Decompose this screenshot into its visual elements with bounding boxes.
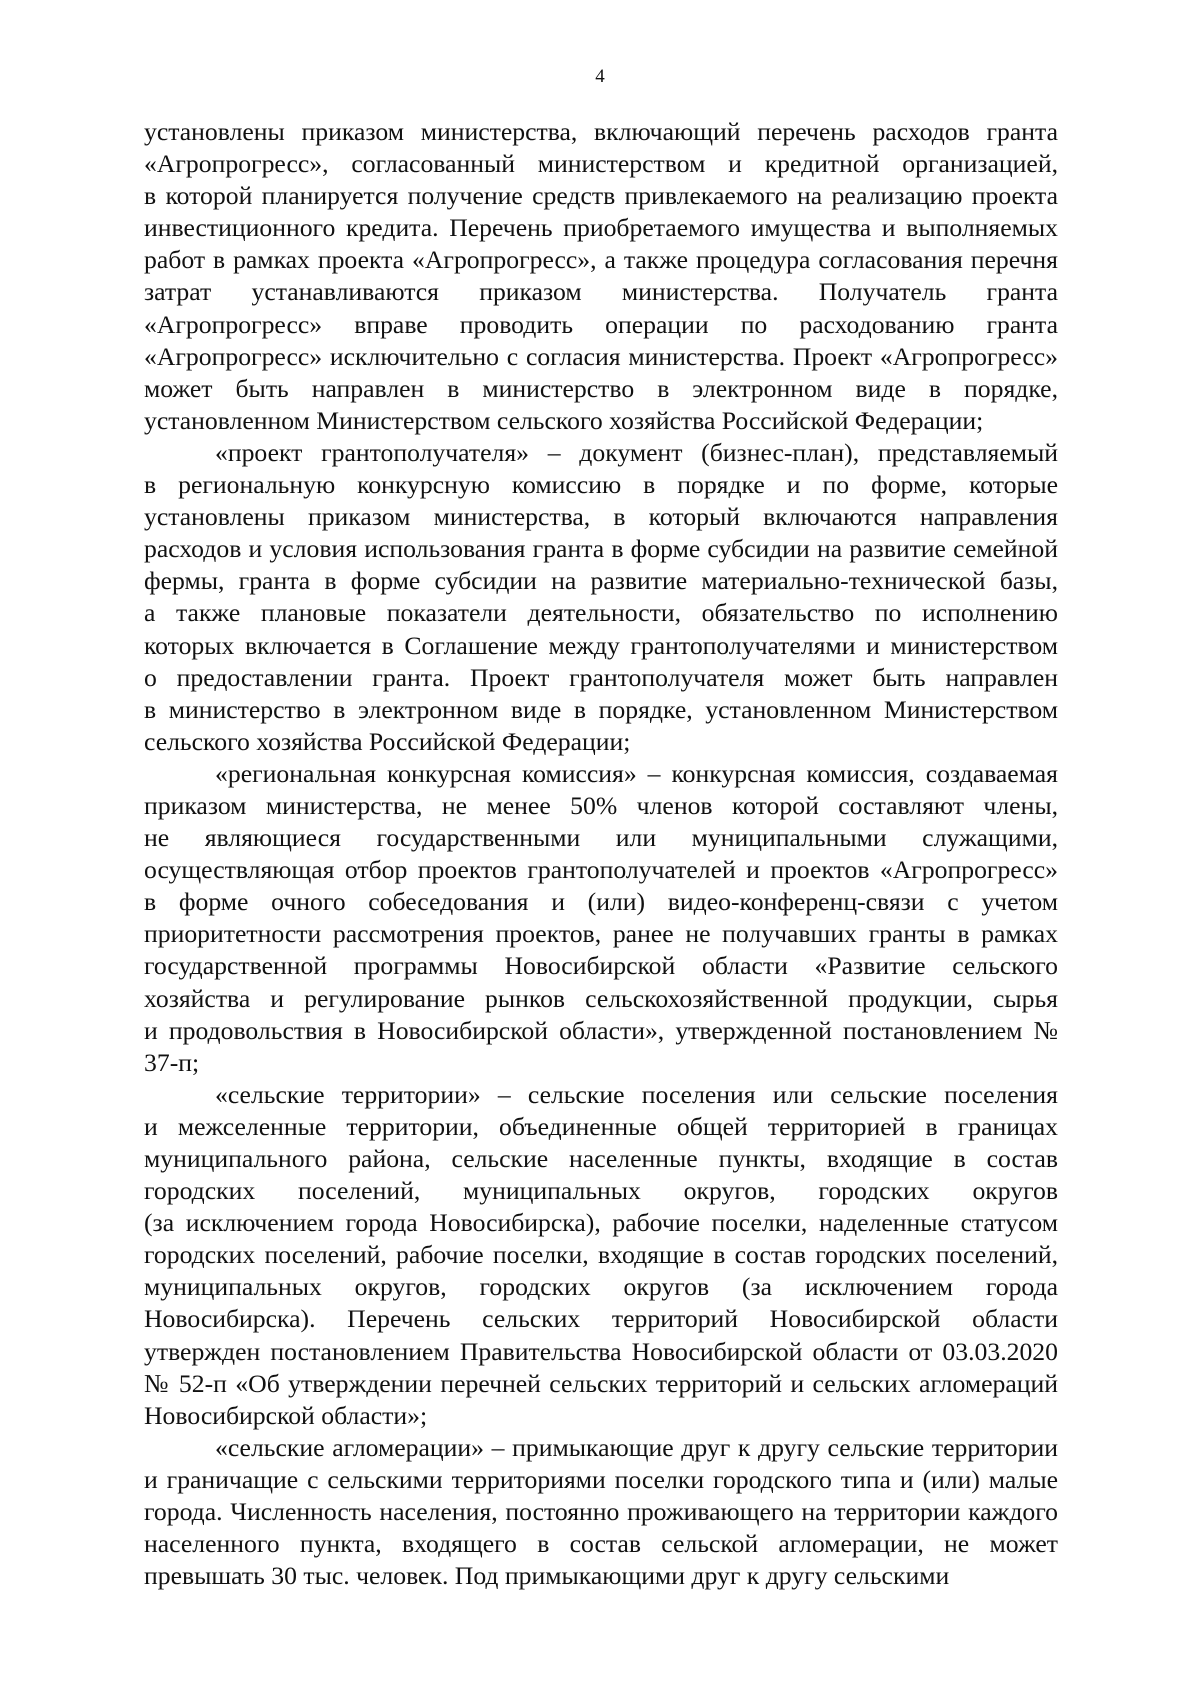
text-line: «проект грантополучателя» – документ (бизнес-план), представляемый: [215, 437, 1058, 467]
text-line: превышать 30 тыс. человек. Под примыкающими друг к другу сельскими: [144, 1561, 950, 1591]
text-line: осуществляющая отбор проектов грантополучателей и проектов «Агропрогресс»: [144, 855, 1058, 885]
text-line: в региональную конкурсную комиссию в порядке и по форме, которые: [144, 470, 1058, 500]
text-line: установлены приказом министерства, включающий перечень расходов гранта: [144, 117, 1058, 146]
text-line: города. Численность населения, постоянно проживающего на территории каждого: [144, 1497, 1058, 1527]
text-line: «Агропрогресс» исключительно с согласия министерства. Проект «Агропрогресс»: [144, 341, 1058, 371]
text-line: муниципального района, сельские населенные пункты, входящие в состав: [144, 1144, 1058, 1173]
text-line: работ в рамках проекта «Агропрогресс», а также процедура согласования перечня: [144, 245, 1058, 275]
text-line: «сельские агломерации» – примыкающие друг к другу сельские территории: [215, 1432, 1058, 1462]
text-line: приоритетности рассмотрения проектов, ранее не получавших гранты в рамках: [144, 919, 1058, 949]
text-line: Новосибирска). Перечень сельских территорий Новосибирской области: [144, 1304, 1058, 1334]
text-line: хозяйства и регулирование рынков сельскохозяйственной продукции, сырья: [144, 983, 1058, 1013]
text-line: а также плановые показатели деятельности, обязательство по исполнению: [144, 598, 1058, 628]
text-line: населенного пункта, входящего в состав сельской агломерации, не может: [144, 1529, 1058, 1559]
text-line: затрат устанавливаются приказом министерства. Получатель гранта: [144, 277, 1058, 307]
text-line: фермы, гранта в форме субсидии на развитие материально-технической базы,: [144, 566, 1058, 596]
text-line: городских поселений, рабочие поселки, входящие в состав городских поселений,: [144, 1240, 1058, 1270]
text-line: установлены приказом министерства, в который включаются направления: [144, 502, 1058, 532]
text-line: расходов и условия использования гранта в форме субсидии на развитие семейной: [144, 534, 1058, 564]
text-line: «сельские территории» – сельские поселения или сельские поселения: [215, 1079, 1058, 1109]
text-line: утвержден постановлением Правительства Новосибирской области от 03.03.2020: [144, 1336, 1058, 1366]
text-line: приказом министерства, не менее 50% членов которой составляют члены,: [144, 790, 1058, 820]
text-line: не являющиеся государственными или муниципальными служащими,: [144, 823, 1058, 853]
text-line: муниципальных округов, городских округов (за исключением города: [144, 1272, 1058, 1302]
text-line: № 52-п «Об утверждении перечней сельских территорий и сельских агломераций: [144, 1368, 1058, 1398]
text-line: может быть направлен в министерство в электронном виде в порядке,: [144, 373, 1058, 403]
text-line: Новосибирской области»;: [144, 1400, 428, 1430]
text-line: которых включается в Соглашение между грантополучателями и министерством: [144, 630, 1058, 660]
text-line: (за исключением города Новосибирска), рабочие поселки, наделенные статусом: [144, 1208, 1058, 1238]
document-body: [144, 116, 1058, 1592]
text-line: установленном Министерством сельского хозяйства Российской Федерации;: [144, 405, 984, 435]
text-line: сельского хозяйства Российской Федерации;: [144, 726, 631, 756]
text-line: о предоставлении гранта. Проект грантополучателя может быть направлен: [144, 662, 1058, 692]
text-line: в которой планируется получение средств привлекаемого на реализацию проекта: [144, 181, 1058, 211]
text-line: «Агропрогресс», согласованный министерством и кредитной организацией,: [144, 149, 1058, 179]
text-line: в министерство в электронном виде в порядке, установленном Министерством: [144, 694, 1058, 724]
text-line: «Агропрогресс» вправе проводить операции по расходованию гранта: [144, 309, 1058, 339]
text-line: и продовольствия в Новосибирской области», утвержденной постановлением № 37-п;: [144, 1015, 1058, 1077]
text-line: инвестиционного кредита. Перечень приобретаемого имущества и выполняемых: [144, 213, 1058, 243]
text-line: и межселенные территории, объединенные общей территорией в границах: [144, 1111, 1058, 1141]
text-line: и граничащие с сельскими территориями поселки городского типа и (или) малые: [144, 1464, 1058, 1494]
text-line: «региональная конкурсная комиссия» – конкурсная комиссия, создаваемая: [215, 758, 1058, 788]
text-line: в форме очного собеседования и (или) видео-конференц-связи с учетом: [144, 887, 1058, 917]
text-line: государственной программы Новосибирской области «Развитие сельского: [144, 951, 1058, 981]
text-line: городских поселений, муниципальных округов, городских округов: [144, 1176, 1058, 1206]
page-number: 4: [595, 66, 605, 87]
